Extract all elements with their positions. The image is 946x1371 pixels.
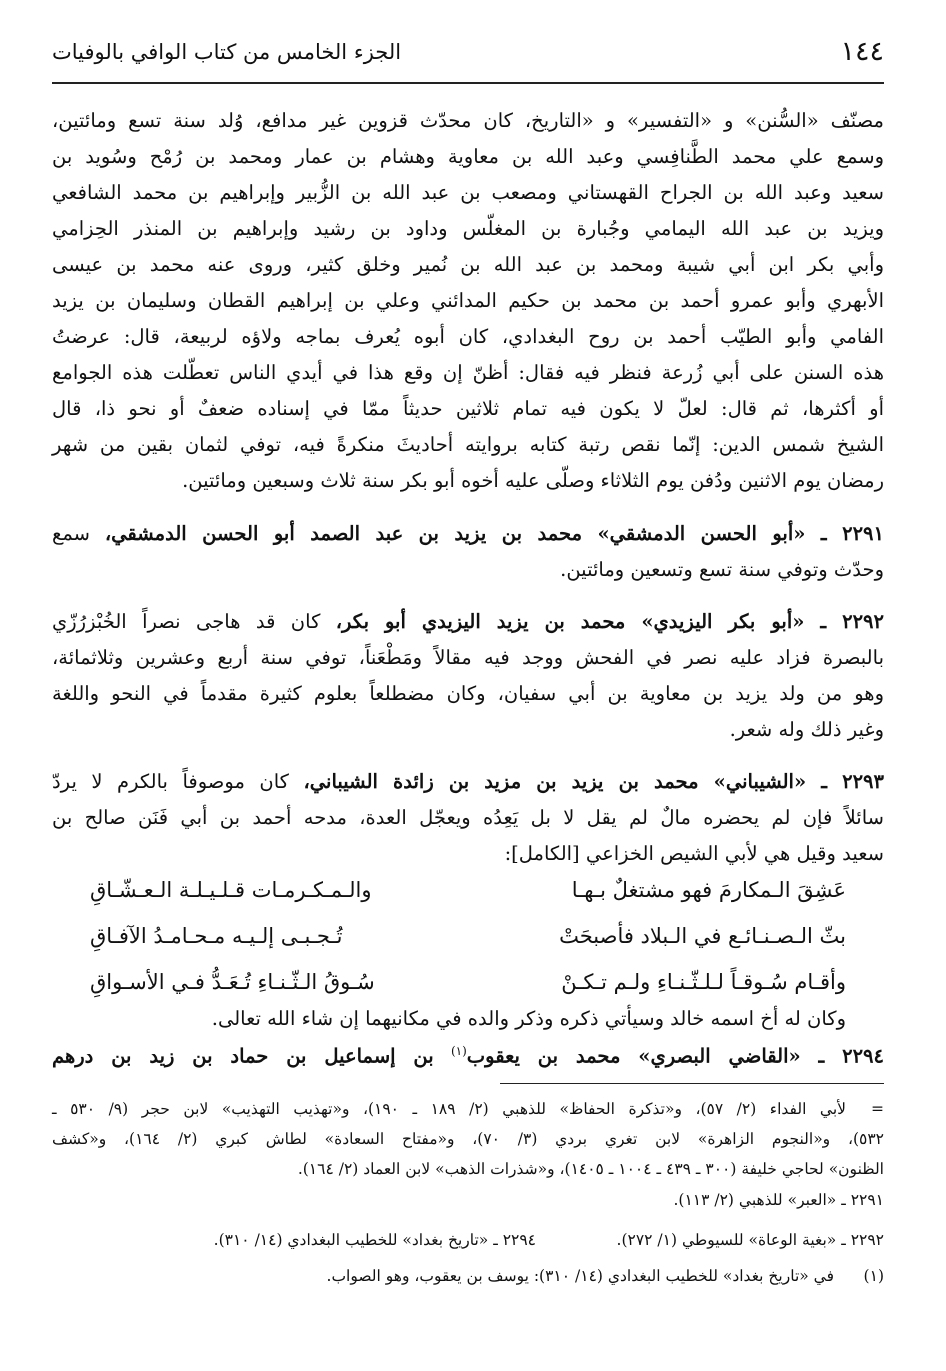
entry-2293-line: سائلاً فإن لم يحضره مالٌ لم يقل لا بل يَعِدُه ويعجّل العدة، مدحه أحمد بن أبي فَنَن صالح بن	[52, 806, 884, 829]
entry-2293-line: سعيد وقيل هي لأبي الشيص الخزاعي [الكامل]:	[504, 842, 884, 865]
body-line: أو أكثرها، ثم قال: لعلّ لا يكون فيه تمام ثلاثين حديثاً ممّا في إسناده ضعفٌ أو نحو ذا، قال	[52, 397, 884, 420]
page-number: ١٤٤	[840, 36, 884, 67]
entry-2292-line: وهو من ولد يزيد بن معاوية بن أبي سفيان، وكان مضطلعاً بعلوم كثيرة مقدماً في النحو واللغة	[52, 682, 884, 705]
footnote-line: لأبي الفداء (٢/ ٥٧)، و«تذكرة الحفاظ» للذهبي (٢/ ١٨٩ ـ ١٩٠)، و«تهذيب التهذيب» لابن حجر (٩/ ٥٣٠ ـ	[52, 1100, 846, 1118]
verse-line	[90, 913, 846, 959]
body-line: هذه السنن على أبي زُرعة فنظر فيه فقال: أظنّ إن وقع هذا في أيدي الناس تعطّلت هذه الجوامع	[52, 361, 884, 384]
entry-2291-title: ٢٢٩١ ـ «أبو الحسن الدمشقي» محمد بن يزيد بن عبد الصمد أبو الحسن الدمشقي،	[104, 522, 884, 545]
body-line: وسمع علي محمد الطَّنافِسي وعبد الله بن معاوية وهشام بن عمار ومحمد بن رُمْح وسُويد بن	[52, 145, 884, 168]
entry-2292-line: وغير ذلك وله شعر.	[729, 718, 884, 741]
header-divider	[52, 82, 884, 84]
entry-2292-heading	[52, 604, 884, 640]
footnote-line: الظنون» لحاجي خليفة (٣٠٠ ـ ٤٣٩ ـ ١٠٠٤ ـ ١٤٠٥)، و«شذرات الذهب» لابن العماد (٢/ ١٦٤).	[297, 1160, 884, 1178]
entry-2294-heading	[52, 1033, 884, 1069]
running-title: الجزء الخامس من كتاب الوافي بالوفيات	[52, 40, 402, 64]
footnote-2291: ٢٢٩١ ـ «العبر» للذهبي (٢/ ١١٣).	[673, 1191, 884, 1209]
entry-2292-tail: كان قد هاجى نصراً الخُبْزرُزّي	[52, 610, 321, 633]
verse-line	[90, 867, 846, 913]
body-line: سعيد وعبد الله بن الجراح القهستاني ومصعب بن عبد الله بن الزُّبير وإبراهيم بن محمد الشافعي	[52, 181, 884, 204]
verse-first-hemistich: عَشِقَ الـمكارمَ فهو مشتغلٌ بـهـا	[571, 878, 846, 902]
verse-line	[90, 959, 846, 1005]
entry-2293-tail: كان موصوفاً بالكرم لا يردّ	[52, 770, 289, 793]
body-line: الشيخ شمس الدين: إنّما نقص رتبة كتابه بروايته أحاديثَ منكرةً فيه، توفي لثمان بقين من شهر	[52, 433, 884, 456]
body-line: الفامي وأبو الطيّب أحمد بن روح البغدادي، كان أبوه يُعرف بماجه ولاؤه لربيعة، قال: عرضتُ	[52, 325, 884, 348]
footnote-continued-marker: =	[871, 1100, 884, 1118]
verse-first-hemistich: بثّ الـصـنـائـع في الـبلاد فأصبحَتْ	[559, 924, 846, 948]
verse-first-hemistich: وأقـام سُـوقـاً لـلـثّـنـاءِ ولـم تـكـنْ	[561, 970, 846, 994]
body-line: رمضان يوم الاثنين ودُفن يوم الثلاثاء وصلّى عليه أخوه أبو بكر سنة ثلاث وسبعين ومائتين.	[182, 469, 884, 492]
entry-2291-tail: سمع	[52, 522, 90, 545]
body-line: ويزيد بن عبد الله اليمامي وجُبارة بن المغلّس وداود بن رشيد وإبراهيم بن المنذر الحِزامي	[52, 217, 884, 240]
entry-2293-line: وكان له أخ اسمه خالد وسيأتي ذكره وذكر والده في مكانيهما إن شاء الله تعالى.	[211, 1007, 846, 1030]
body-line: وأبي بكر ابن أبي شيبة ومحمد بن عبد الله بن نُمير وخلق كثير، وروى عنه محمد بن عيسى	[52, 253, 884, 276]
entry-2293-title: ٢٢٩٣ ـ «الشيباني» محمد بن يزيد بن مزيد بن زائدة الشيباني،	[303, 770, 885, 793]
footnote-1: في «تاريخ بغداد» للخطيب البغدادي (١٤/ ٣١٠): يوسف بن يعقوب، وهو الصواب.	[326, 1267, 834, 1285]
footnote-line: ٥٣٢)، و«النجوم الزاهرة» لابن تغري بردي (٣/ ٧٠)، و«مفتاح السعادة» لطاش كبري (٢/ ١٦٤)، و«كشف	[52, 1130, 884, 1148]
body-line: الأبهري وأبو عمرو أحمد بن محمد بن حكيم المدائني وعلي بن إبراهيم القطان وسليمان بن يزيد	[52, 289, 884, 312]
entry-2291-line: وحدّث وتوفي سنة تسع وتسعين ومائتين.	[560, 558, 884, 581]
entry-2291-heading	[52, 516, 884, 552]
verse-second-hemistich: تُـجـبـى إلـيـه مـحـامـدُ الآفـاقِ	[90, 924, 343, 948]
entry-2292-line: بالبصرة فزاد عليه نصر في الفحش ووجد فيه مقالاً ومَطْعَناً، توفي سنة أربع وعشرين وثلاثمائة،	[52, 646, 884, 669]
verse-second-hemistich: والـمـكـرمـات قـلـيـلـة الـعـشّـاقِ	[90, 878, 372, 902]
entry-2294-tail: بن إسماعيل بن حماد بن زيد بن درهم	[52, 1044, 434, 1068]
footnote-ref: (١)	[450, 1044, 467, 1058]
verse-second-hemistich: سُـوقُ الـثّـنـاءِ تُـعَـدُّ فـي الأسـواقِ	[90, 970, 375, 994]
entry-2293-heading	[52, 764, 884, 800]
footnote-1-marker: (١)	[863, 1267, 884, 1285]
footnote-2294: ٢٢٩٤ ـ «تاريخ بغداد» للخطيب البغدادي (١٤/ ٣١٠).	[213, 1231, 536, 1249]
footnote-2292: ٢٢٩٢ ـ «بغية الوعاة» للسيوطي (١/ ٢٧٢).	[616, 1231, 884, 1249]
entry-2294-title: ٢٢٩٤ ـ «القاضي البصري» محمد بن يعقوب	[466, 1044, 884, 1068]
entry-2292-title: ٢٢٩٢ ـ «أبو بكر اليزيدي» محمد بن يزيد اليزيدي أبو بكر،	[335, 610, 884, 633]
footnote-divider	[500, 1083, 884, 1084]
page-header	[52, 30, 884, 74]
body-line: مصنّف «السُّنن» و «التفسير» و «التاريخ، كان محدّث قزوين غير مدافع، وُلد سنة تسع ومائتين،	[52, 109, 884, 132]
